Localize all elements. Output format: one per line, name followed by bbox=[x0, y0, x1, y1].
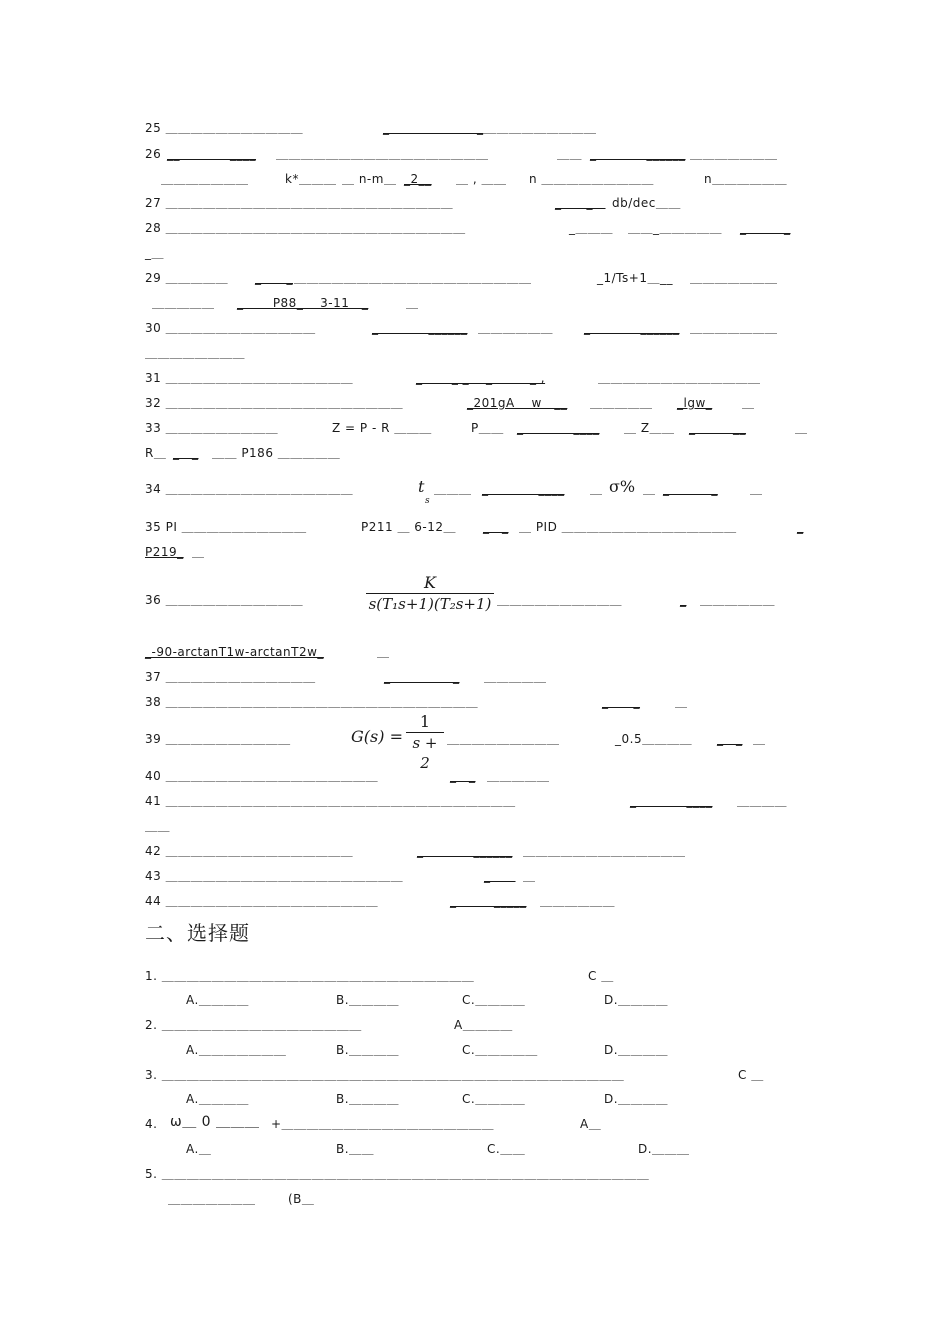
q38-tail: ＿ bbox=[675, 695, 688, 709]
q29b-tail: ＿ bbox=[406, 296, 419, 310]
q35-mid: ＿ PID ＿＿＿＿＿＿＿＿＿＿＿＿＿＿ bbox=[519, 520, 737, 534]
q28-stem: 28 ＿＿＿＿＿＿＿＿＿＿＿＿＿＿＿＿＿＿＿＿＿＿＿＿ bbox=[145, 221, 466, 235]
q29-stem: 29 ＿＿＿＿＿ bbox=[145, 271, 229, 285]
q35-blank1: _＿_ bbox=[483, 520, 509, 534]
q31-stem: 31 ＿＿＿＿＿＿＿＿＿＿＿＿＿＿＿ bbox=[145, 371, 354, 385]
q30b-stem: ＿＿＿＿＿＿＿＿ bbox=[145, 346, 246, 360]
q25-stem: 25 ＿＿＿＿＿＿＿＿＿＿＿ bbox=[145, 121, 304, 135]
q33-p: P＿＿ bbox=[471, 421, 504, 435]
q30-mid: ＿＿＿＿＿＿ bbox=[478, 321, 554, 335]
choice-4-omega: ω＿ 0 ＿＿＿ bbox=[170, 1114, 260, 1130]
q29-blank: _＿＿_ bbox=[255, 271, 294, 285]
q35-stem: 35 PI ＿＿＿＿＿＿＿＿＿＿ bbox=[145, 520, 307, 534]
q39-tail: ＿ bbox=[753, 732, 766, 746]
q26b-stem: ＿＿＿＿＿＿＿ bbox=[161, 172, 249, 186]
q36-numerator: K bbox=[424, 573, 436, 592]
choice-5-question: 5. ＿＿＿＿＿＿＿＿＿＿＿＿＿＿＿＿＿＿＿＿＿＿＿＿＿＿＿＿＿＿＿＿＿＿＿＿＿＿＿ bbox=[145, 1167, 650, 1181]
choice-1-answer: C ＿ bbox=[588, 969, 614, 983]
q31-tail: ＿＿＿＿＿＿＿＿＿＿＿＿＿ bbox=[598, 371, 761, 385]
q28-blank2: _＿＿＿_ bbox=[740, 221, 791, 235]
q33b-ref: ＿＿ P186 ＿＿＿＿＿ bbox=[212, 446, 341, 460]
q39-denominator: s + 2 bbox=[412, 734, 438, 772]
q33-z: ＿ Z＿＿ bbox=[624, 421, 675, 435]
q35b-ref: P219_ bbox=[145, 545, 184, 559]
q26-mid2: ＿＿ bbox=[557, 147, 583, 161]
choice-3-option-a: A.＿＿＿＿ bbox=[186, 1092, 249, 1106]
q26b-n1: n ＿＿＿＿＿＿＿＿＿ bbox=[529, 172, 654, 186]
q30-blank1: _＿＿＿＿______ bbox=[372, 321, 468, 335]
choice-4-option-c: C.＿＿ bbox=[487, 1142, 526, 1156]
q42-tail: ＿＿＿＿＿＿＿＿＿＿＿＿＿ bbox=[523, 844, 686, 858]
q35b-tail: ＿ bbox=[192, 545, 205, 559]
q26-blank2: _＿＿＿＿______ bbox=[590, 147, 686, 161]
choice-3-question: 3. ＿＿＿＿＿＿＿＿＿＿＿＿＿＿＿＿＿＿＿＿＿＿＿＿＿＿＿＿＿＿＿＿＿＿＿＿＿ bbox=[145, 1068, 625, 1082]
q34-b: ＿ bbox=[590, 482, 603, 496]
choice-5-question-cont: ＿＿＿＿＿＿＿ bbox=[168, 1192, 256, 1206]
q35-ref: P211 ＿ 6-12＿ bbox=[361, 520, 457, 534]
q32-tail: ＿ bbox=[742, 396, 755, 410]
q39-blank2: _＿_ bbox=[717, 732, 743, 746]
q36b-answer: _-90-arctanT1w-arctanT2w_ bbox=[145, 645, 324, 659]
q27-stem: 27 ＿＿＿＿＿＿＿＿＿＿＿＿＿＿＿＿＿＿＿＿＿＿＿ bbox=[145, 196, 454, 210]
q26b-blank: _2__ bbox=[404, 172, 432, 186]
choice-5-answer: (B＿ bbox=[288, 1192, 315, 1206]
q26-blank1: __＿＿＿＿____ bbox=[167, 147, 257, 161]
q38-stem: 38 ＿＿＿＿＿＿＿＿＿＿＿＿＿＿＿＿＿＿＿＿＿＿＿＿＿ bbox=[145, 695, 479, 709]
choice-4-number: 4. bbox=[145, 1117, 158, 1131]
choice-3-option-c: C.＿＿＿＿ bbox=[462, 1092, 526, 1106]
q39-blank: _0.5＿＿＿＿ bbox=[615, 732, 693, 746]
q29-tail: ＿＿＿＿＿＿＿ bbox=[690, 271, 778, 285]
q26-number: 26 bbox=[145, 147, 162, 161]
q39-numerator: 1 bbox=[419, 712, 431, 731]
q26b-eq: ＿ n-m＿ bbox=[342, 172, 397, 186]
q36-stem: 36 ＿＿＿＿＿＿＿＿＿＿＿ bbox=[145, 593, 304, 607]
q29-mid: ＿＿＿＿＿＿＿＿＿＿＿＿＿＿＿＿＿＿＿ bbox=[294, 271, 532, 285]
q44-tail: ＿＿＿＿＿＿ bbox=[540, 894, 616, 908]
q26b-mid: ＿ , ＿＿ bbox=[456, 172, 507, 186]
q44-stem: 44 ＿＿＿＿＿＿＿＿＿＿＿＿＿＿＿＿＿ bbox=[145, 894, 379, 908]
choice-1-option-c: C.＿＿＿＿ bbox=[462, 993, 526, 1007]
q33-blank1: _＿＿＿＿____ bbox=[517, 421, 600, 435]
choice-4-stem: +＿＿＿＿＿＿＿＿＿＿＿＿＿＿＿＿＿ bbox=[271, 1117, 495, 1131]
q34-blank1: _＿＿＿＿____ bbox=[482, 482, 565, 496]
q25-tail: ＿＿＿＿＿＿＿＿＿ bbox=[484, 121, 597, 135]
q34-a: ＿＿＿ bbox=[434, 482, 472, 496]
q36-blank: _ bbox=[680, 593, 687, 607]
q28-mid: ＿＿_＿＿＿＿＿ bbox=[628, 221, 723, 235]
q41-tail: ＿＿＿＿ bbox=[737, 794, 788, 808]
q30-blank2: _＿＿＿＿______ bbox=[584, 321, 680, 335]
q38-blank: _＿＿_ bbox=[602, 695, 641, 709]
choice-2-option-a: A.＿＿＿＿＿＿＿ bbox=[186, 1043, 287, 1057]
choice-2-option-c: C.＿＿＿＿＿ bbox=[462, 1043, 538, 1057]
q30-stem: 30 ＿＿＿＿＿＿＿＿＿＿＿＿ bbox=[145, 321, 316, 335]
q40-tail: ＿＿＿＿＿ bbox=[487, 769, 550, 783]
q37-stem: 37 ＿＿＿＿＿＿＿＿＿＿＿＿ bbox=[145, 670, 316, 684]
q25-blank: _＿＿＿＿＿＿＿_ bbox=[383, 121, 484, 135]
q26-mid1: ＿＿＿＿＿＿＿＿＿＿＿＿＿＿＿＿＿ bbox=[276, 147, 489, 161]
q41-blank: _＿＿＿＿____ bbox=[630, 794, 713, 808]
choice-3-answer: C ＿ bbox=[738, 1068, 764, 1082]
q33b-stem: R＿ bbox=[145, 446, 167, 460]
q34-symbol-t: t bbox=[418, 477, 425, 496]
q36-mid: ＿＿＿＿＿＿＿＿＿＿ bbox=[497, 593, 623, 607]
q28b-stem: _＿ bbox=[145, 246, 165, 260]
q27-blank: _＿＿_＿ bbox=[555, 196, 606, 210]
choice-2-answer: A＿＿＿＿ bbox=[454, 1018, 513, 1032]
choice-4-option-a: A.＿ bbox=[186, 1142, 212, 1156]
q29-expr: _1/Ts+1＿__ bbox=[597, 271, 673, 285]
q41-stem: 41 ＿＿＿＿＿＿＿＿＿＿＿＿＿＿＿＿＿＿＿＿＿＿＿＿＿＿＿＿ bbox=[145, 794, 516, 808]
q35-blank2: _ bbox=[797, 520, 804, 534]
q34-stem: 34 ＿＿＿＿＿＿＿＿＿＿＿＿＿＿＿ bbox=[145, 482, 354, 496]
q26b-n2: n＿＿＿＿＿＿ bbox=[704, 172, 788, 186]
q30-tail: ＿＿＿＿＿＿＿ bbox=[690, 321, 778, 335]
q36b-tail: ＿ bbox=[377, 645, 390, 659]
choice-1-question: 1. ＿＿＿＿＿＿＿＿＿＿＿＿＿＿＿＿＿＿＿＿＿＿＿＿＿ bbox=[145, 969, 475, 983]
q32-blank1: _201gA＿ w＿__ bbox=[467, 396, 568, 410]
choice-1-option-d: D.＿＿＿＿ bbox=[604, 993, 669, 1007]
choice-4-option-d: D.＿＿＿ bbox=[638, 1142, 690, 1156]
q31-blank: _＿＿ _ _＿ _＿＿＿_ , bbox=[416, 371, 546, 385]
choice-1-option-a: A.＿＿＿＿ bbox=[186, 993, 249, 1007]
q33-blank2: _＿＿＿__ bbox=[689, 421, 747, 435]
choice-3-option-d: D.＿＿＿＿ bbox=[604, 1092, 669, 1106]
q29b-stem: ＿＿＿＿＿ bbox=[152, 296, 215, 310]
q41b-stem: ＿＿ bbox=[145, 819, 171, 833]
choice-4-answer: A＿ bbox=[580, 1117, 602, 1131]
q36-tail: ＿＿＿＿＿＿ bbox=[700, 593, 776, 607]
q34-blank2: _ ＿＿＿_ bbox=[663, 482, 718, 496]
choice-2-option-d: D.＿＿＿＿ bbox=[604, 1043, 669, 1057]
q27-unit: db/dec＿＿ bbox=[612, 196, 681, 210]
q34-c: ＿ bbox=[643, 482, 656, 496]
q39-transfer-function bbox=[406, 712, 444, 773]
q43-blank: _＿＿ bbox=[484, 869, 516, 883]
q33-tail: ＿ bbox=[795, 421, 808, 435]
q33-stem: 33 ＿＿＿＿＿＿＿＿＿ bbox=[145, 421, 279, 435]
q40-blank: _＿_ bbox=[450, 769, 476, 783]
q29b-ref: _＿＿ P88_＿ 3-11＿_ bbox=[237, 296, 369, 310]
choice-2-question: 2. ＿＿＿＿＿＿＿＿＿＿＿＿＿＿＿＿ bbox=[145, 1018, 362, 1032]
q36-denominator: s(T₁s+1)(T₂s+1) bbox=[368, 595, 492, 613]
q36-transfer-function bbox=[366, 573, 494, 614]
q37-blank: _＿＿＿＿＿_ bbox=[384, 670, 460, 684]
q32-blank2: _lgw_ bbox=[677, 396, 713, 410]
q26b-k: k*＿＿＿ bbox=[285, 172, 337, 186]
q42-stem: 42 ＿＿＿＿＿＿＿＿＿＿＿＿＿＿＿ bbox=[145, 844, 354, 858]
q43-stem: 43 ＿＿＿＿＿＿＿＿＿＿＿＿＿＿＿＿＿＿＿ bbox=[145, 869, 404, 883]
q42-blank: _＿＿＿＿______ bbox=[417, 844, 513, 858]
q33-eq: Z = P - R ＿＿＿ bbox=[332, 421, 432, 435]
q40-stem: 40 ＿＿＿＿＿＿＿＿＿＿＿＿＿＿＿＿＿ bbox=[145, 769, 379, 783]
q39-stem: 39 ＿＿＿＿＿＿＿＿＿＿ bbox=[145, 732, 291, 746]
q32-stem: 32 ＿＿＿＿＿＿＿＿＿＿＿＿＿＿＿＿＿＿＿ bbox=[145, 396, 404, 410]
q39-lhs: G(s) = bbox=[351, 727, 403, 746]
q32-mid: ＿＿＿＿＿ bbox=[590, 396, 653, 410]
q43-tail: ＿ bbox=[523, 869, 536, 883]
choice-2-option-b: B.＿＿＿＿ bbox=[336, 1043, 400, 1057]
q28-blank1: _＿＿＿ bbox=[569, 221, 614, 235]
q39-mid: ＿＿＿＿＿＿＿＿＿ bbox=[447, 732, 560, 746]
choice-4-option-b: B.＿＿ bbox=[336, 1142, 375, 1156]
q33b-blank: _＿_ bbox=[173, 446, 199, 460]
q34-sigma: σ% bbox=[609, 477, 636, 496]
choice-1-option-b: B.＿＿＿＿ bbox=[336, 993, 400, 1007]
q34-tail: ＿ bbox=[750, 482, 763, 496]
section-heading: 二、选择题 bbox=[145, 921, 250, 945]
q44-blank: _＿＿＿_____ bbox=[450, 894, 527, 908]
q37-tail: ＿＿＿＿＿ bbox=[484, 670, 547, 684]
choice-3-option-b: B.＿＿＿＿ bbox=[336, 1092, 400, 1106]
q34-symbol-s: s bbox=[425, 496, 430, 506]
q26-tail: ＿＿＿＿＿＿＿ bbox=[690, 147, 778, 161]
